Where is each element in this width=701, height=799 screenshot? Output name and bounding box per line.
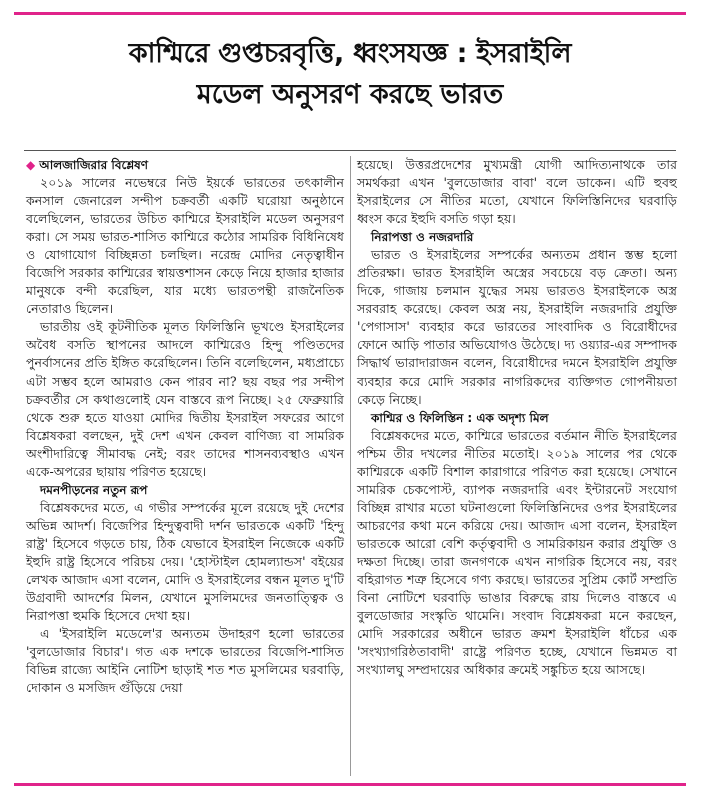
headline-line-2: মডেল অনুসরণ করছে ভারত — [196, 79, 504, 110]
headline-line-1: কাশ্মিরে গুপ্তচরবৃত্তি, ধ্বংসযজ্ঞ : ইসরাইলি — [128, 38, 572, 69]
left-paragraph-3: বিশ্লেষকদের মতে, এ গভীর সম্পর্কের মূলে রয়েছে দুই দেশের অভিন্ন আদর্শ। বিজেপির হিন্দুত্ববাদী দর্শন ভারতকে একটি 'হিন্দু রাষ্ট্র' হিসেবে গড়তে চায়, ঠিক যেভাবে ইসরাইল নিজেকে একটি ইহুদি রাষ্ট্র হিসেবে পরিচয় দেয়। 'হোস্টাইল হোমল্যান্ডস' বইয়ের লেখক আজাদ এসা বলেন, মোদি ও ইসরাইলের বন্ধন মূলত দু'টি উগ্রবাদী আদর্শের মিলন, যেখানে মুসলিমদের জনতাত্ত্বিক ও নিরাপত্তা হুমকি হিসেবে দেখা হয়। — [26, 499, 344, 624]
right-paragraph-3: বিশ্লেষকদের মতে, কাশ্মিরে ভারতের বর্তমান নীতি ইসরাইলের পশ্চিম তীর দখলের নীতির মতোই। ২০১৯ সালের পর থেকে কাশ্মিরকে একটি বিশাল কারাগারে পরিণত করা হয়েছে। সেখানে সামরিক চেকপোস্ট, ব্যাপক নজরদারি এবং ইন্টারনেট সংযোগ বিচ্ছিন্ন রাখার মতো ঘটনাগুলো ফিলিস্তিনিদের ওপর ইসরাইলের আচরণের কথা মনে করিয়ে দেয়। আজাদ এসা বলেন, ইসরাইল ভারতকে আরো বেশি কর্তৃত্ববাদী ও সামরিকায়ন করার প্রযুক্তি ও দক্ষতা দিচ্ছে। তারা জনগণকে এখন নাগরিক হিসেবে নয়, বরং বহিরাগত শত্রু হিসেবে গণ্য করছে। ভারতের সুপ্রিম কোর্ট সম্প্রতি বিনা নোটিশে ঘরবাড়ি ভাঙার বিরুদ্ধে রায় দিলেও বাস্তবে এ বুলডোজার সংস্কৃতি থামেনি। সংবাদ বিশ্লেষকরা মনে করছেন, মোদি সরকারের অধীনে ভারত ক্রমশ ইসরাইলি ধাঁচের এক 'সংখ্যাগরিষ্ঠতাবাদী' রাষ্ট্রে পরিণত হচ্ছে, যেখানে ভিন্নমত বা সংখ্যালঘু সম্প্রদায়ের অধিকার ক্রমেই সঙ্কুচিত হয়ে আসছে। — [357, 427, 677, 678]
bullet-icon: ◆ — [26, 158, 36, 172]
subheading-crackdown: দমনপীড়নের নতুন রূপ — [40, 482, 148, 497]
right-column — [357, 156, 677, 679]
right-paragraph-1: হয়েছে। উত্তরপ্রদেশের মুখ্যমন্ত্রী যোগী আদিত্যনাথকে তার সমর্থকরা এখন 'বুলডোজার বাবা' বলে ডাকেন। এটি হুবহু ইসরাইলের সে নীতির মতো, যেখানে ফিলিস্তিনিদের ঘরবাড়ি ধ্বংস করে ইহুদি বসতি গড়া হয়। — [357, 157, 677, 227]
subheading-kashmir-palestine: কাশ্মির ও ফিলিস্তিন : এক অদৃশ্য মিল — [371, 410, 549, 425]
headline — [14, 34, 686, 116]
left-column — [26, 156, 344, 697]
left-paragraph-4: এ 'ইসরাইলি মডেলে'র অন্যতম উদাহরণ হলো ভারতের 'বুলডোজার বিচার'। গত এক দশকে ভারতের বিজেপি-শাসিত বিভিন্ন রাজ্যে আইনি নোটিশ ছাড়াই শত শত মুসলিমের ঘরবাড়ি, দোকান ও মসজিদ গুঁড়িয়ে দেয়া — [26, 626, 344, 696]
headline-rule — [24, 150, 676, 151]
subheading-security: নিরাপত্তা ও নজরদারি — [371, 230, 474, 245]
source-label-text: আলজাজিরার বিশ্লেষণ — [39, 158, 149, 172]
left-paragraph-1: ২০১৯ সালের নভেম্বরে নিউ ইয়র্কে ভারতের তৎকালীন কনসাল জেনারেল সন্দীপ চক্রবর্তী একটি ঘরোয়া অনুষ্ঠানে বলেছিলেন, ভারতের উচিত কাশ্মিরে ইসরাইলি মডেল অনুসরণ করা। সে সময় ভারত-শাসিত কাশ্মিরে কঠোর সামরিক বিধিনিষেধ ও যোগাযোগ বিচ্ছিন্নতা চলছিল। নরেন্দ্র মোদির নেতৃত্বাধীন বিজেপি সরকার কাশ্মিরের স্বায়ত্তশাসন কেড়ে নিয়ে হাজার হাজার মানুষকে বন্দী করেছিল, যার মধ্যে ভারতপন্থী রাজনৈতিক নেতারাও ছিলেন। — [26, 175, 344, 317]
left-paragraph-2: ভারতীয় ওই কূটনীতিক মূলত ফিলিস্তিনি ভূখণ্ডে ইসরাইলের অবৈধ বসতি স্থাপনের আদলে কাশ্মিরেও হিন্দু পণ্ডিতদের পুনর্বাসনের প্রতি ইঙ্গিত করেছিলেন। তিনি বলেছিলেন, মধ্যপ্রাচ্যে এটা সম্ভব হলে আমরাও কেন পারব না? ছয় বছর পর সন্দীপ চক্রবর্তীর সে কথাগুলোই যেন বাস্তবে রূপ নিচ্ছে। ২৫ ফেব্রুয়ারি থেকে শুরু হতে যাওয়া মোদির দ্বিতীয় ইসরাইল সফরের আগে বিশ্লেষকরা বলছেন, দুই দেশ এখন কেবল বাণিজ্য বা সামরিক অংশীদারিত্বে সীমাবদ্ধ নেই; বরং তাদের শাসনব্যবস্থাও এখন একে-অপরের ছায়ায় পরিণত হয়েছে। — [26, 319, 344, 479]
right-paragraph-2: ভারত ও ইসরাইলের সম্পর্কের অন্যতম প্রধান স্তম্ভ হলো প্রতিরক্ষা। ভারত ইসরাইলি অস্ত্রের সবচেয়ে বড় ক্রেতা। অন্য দিকে, গাজায় চলমান যুদ্ধের সময় ভারতও ইসরাইলকে অস্ত্র সরবরাহ করেছে। কেবল অস্ত্র নয়, ইসরাইলি নজরদারি প্রযুক্তি 'পেগাসাস' ব্যবহার করে ভারতের সাংবাদিক ও বিরোধীদের ফোনে আড়ি পাতার অভিযোগও উঠেছে। দ্য ওয়্যার-এর সম্পাদক সিদ্ধার্থ ভারাদারাজন বলেন, বিরোধীদের দমনে ইসরাইলি প্রযুক্তি ব্যবহার করে মোদি সরকার নাগরিকদের ব্যক্তিগত গোপনীয়তা কেড়ে নিচ্ছে। — [357, 247, 677, 407]
source-label — [26, 156, 344, 174]
column-divider — [350, 156, 351, 776]
